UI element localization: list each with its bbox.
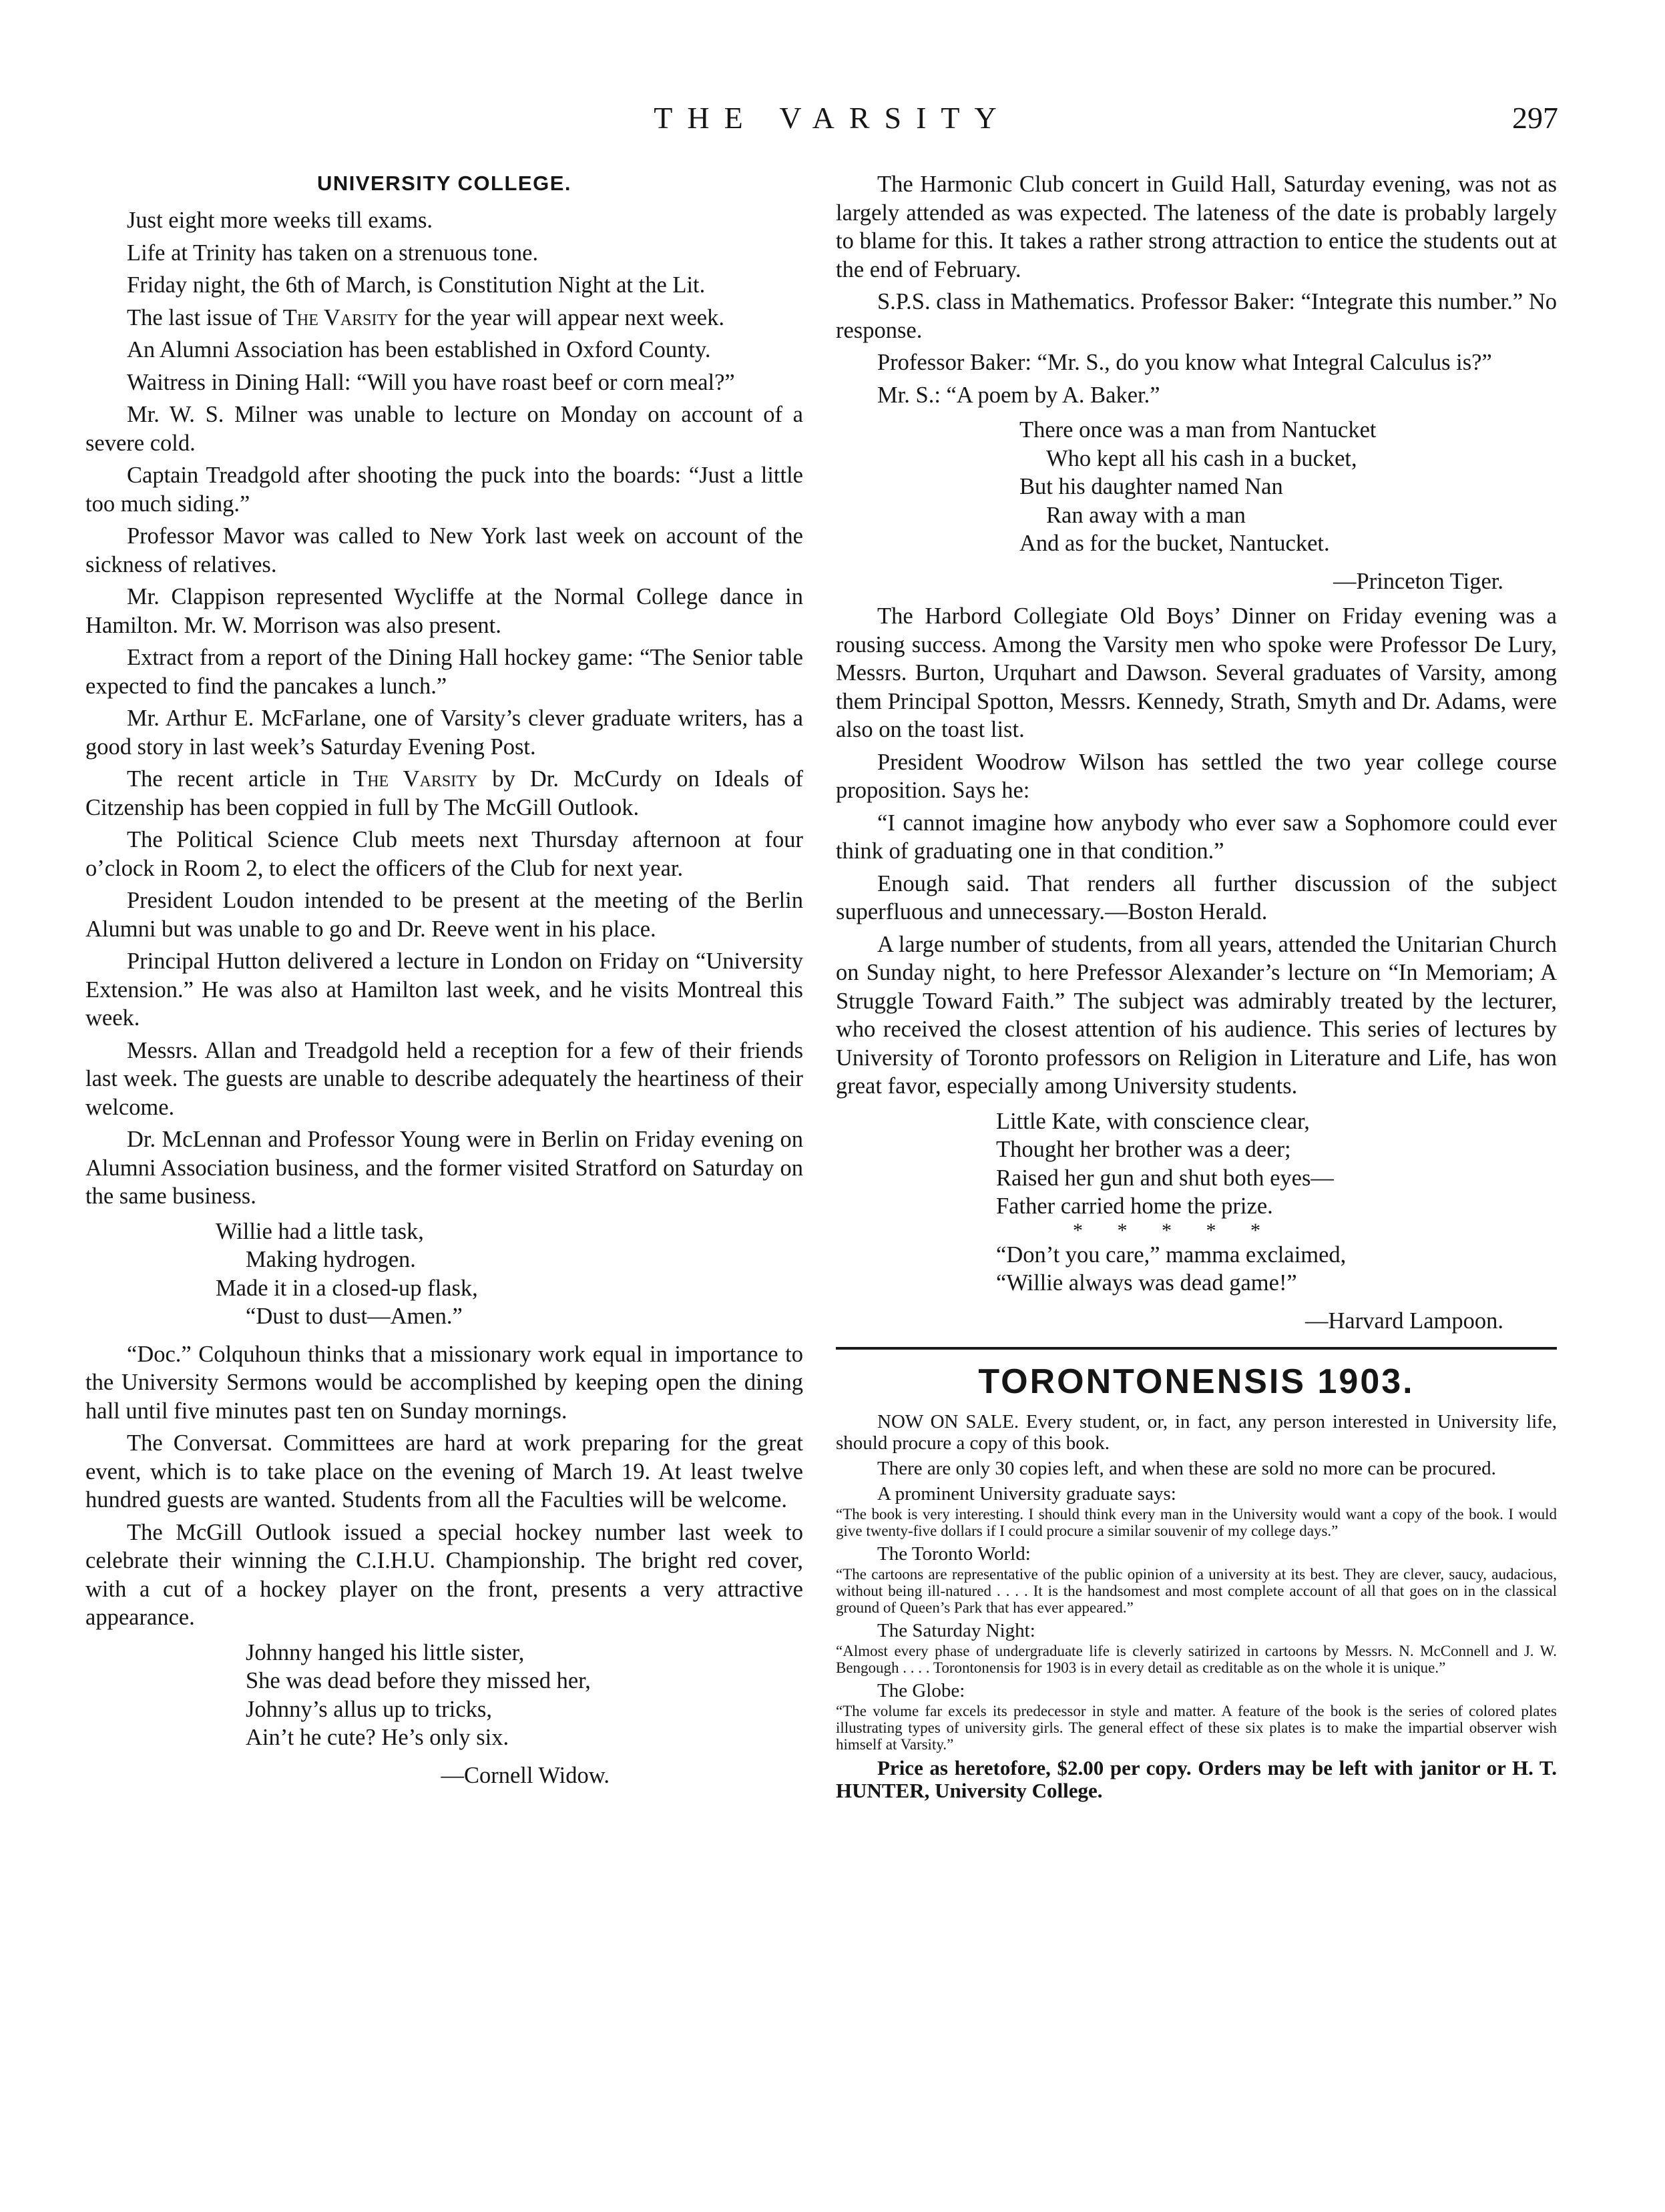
page-header xyxy=(0,100,1665,140)
testimonial-source: The Toronto World: xyxy=(877,1543,1031,1565)
testimonial-quote: “The cartoons are representative of the public opinion of a university at its best. They are clever, saucy, audacious, without being ill-natured . . . . It is the handsomest and most complete account of all that goes on in the classical ground of Queen’s Park that has ever appeared.” xyxy=(836,1566,1557,1616)
news-item: President Woodrow Wilson has settled the two year college course proposition. Says he: xyxy=(836,749,1557,803)
left-column xyxy=(85,170,803,1796)
news-item: Life at Trinity has taken on a strenuous tone. xyxy=(127,240,539,266)
testimonial-quote: “The book is very interesting. I should think every man in the University would want a copy of the book. I would give twenty-five dollars if I could procure a similar souvenir of my college days.” xyxy=(836,1506,1557,1539)
poem-line: Who kept all his cash in a bucket, xyxy=(1046,445,1357,471)
page-number: 297 xyxy=(1512,101,1558,135)
news-item: Mr. Clappison represented Wycliffe at the Normal College dance in Hamilton. Mr. W. Morrison was also present. xyxy=(85,584,803,638)
ad-copies: There are only 30 copies left, and when these are sold no more can be procured. xyxy=(877,1458,1496,1479)
ad-intro: NOW ON SALE. Every student, or, in fact, any person interested in University life, should procure a copy of this book. xyxy=(836,1411,1557,1454)
attribution: —Princeton Tiger. xyxy=(1333,568,1503,594)
poem-johnny xyxy=(85,1639,803,1752)
news-item: The Political Science Club meets next Thursday afternoon at four o’clock in Room 2, to elect the officers of the Club for next year. xyxy=(85,827,803,881)
news-item: S.P.S. class in Mathematics. Professor Baker: “Integrate this number.” No response. xyxy=(836,289,1557,343)
right-column xyxy=(836,170,1557,1806)
poem-kate xyxy=(836,1107,1557,1298)
poem-line: Johnny’s allus up to tricks, xyxy=(246,1696,492,1722)
testimonial-source: The Saturday Night: xyxy=(877,1620,1035,1641)
poem-line: Johnny hanged his little sister, xyxy=(246,1639,525,1665)
testimonial-quote: “Almost every phase of undergraduate life is cleverly satirized in cartoons by Messrs. N. McConnell and J. W. Bengough . . . . Torontonensis for 1903 is in every detail as creditable as on the whole it is unique.” xyxy=(836,1643,1557,1676)
news-item: The Conversat. Committees are hard at work preparing for the great event, which is to take place on the evening of March 19. At least twelve hundred guests are wanted. Students from all the Faculties will be welcome. xyxy=(85,1430,803,1512)
publication-name: The Varsity xyxy=(282,304,399,330)
news-item: A large number of students, from all years, attended the Unitarian Church on Sunday night, to here Prefessor Alexander’s lecture on “In Memoriam; A Struggle Toward Faith.” The subject was admirably treated by the lecturer, who received the closest attention of his audience. This series of lectures by University of Toronto professors on Religion in Literature and Life, has won great favor, especially among University students. xyxy=(836,931,1557,1099)
running-head: THE VARSITY xyxy=(654,101,1011,135)
poem-line: “Don’t you care,” mamma exclaimed, xyxy=(996,1241,1347,1268)
poem-line: “Dust to dust—Amen.” xyxy=(246,1304,463,1329)
news-item: The Harmonic Club concert in Guild Hall, Saturday evening, was not as largely attended as was expected. The lateness of the date is probably largely to blame for this. It takes a rather strong attraction to entice the students out at the end of February. xyxy=(836,172,1557,282)
news-item: Waitress in Dining Hall: “Will you have roast beef or corn meal?” xyxy=(127,369,735,395)
news-item: Professor Baker: “Mr. S., do you know what Integral Calculus is?” xyxy=(877,350,1492,375)
ad-price: Price as heretofore, $2.00 per copy. Orders may be left with janitor or H. T. HUNTER, University College. xyxy=(836,1756,1557,1802)
poem-line: Ain’t he cute? He’s only six. xyxy=(246,1725,509,1750)
news-item: Mr. S.: “A poem by A. Baker.” xyxy=(877,382,1160,408)
poem-line: But his daughter named Nan xyxy=(1019,474,1283,499)
news-item: The recent article in The Varsity by Dr. McCurdy on Ideals of Citzenship has been coppied in full by The McGill Outlook. xyxy=(85,766,804,820)
poem-line: Father carried home the prize. xyxy=(996,1193,1273,1219)
news-item: Just eight more weeks till exams. xyxy=(127,208,433,233)
poem-line: Making hydrogen. xyxy=(246,1247,416,1272)
news-item: Mr. W. S. Milner was unable to lecture on Monday on account of a severe cold. xyxy=(85,402,803,456)
poem-willie xyxy=(85,1217,803,1331)
poem-line: Thought her brother was a deer; xyxy=(996,1137,1291,1162)
poem-line: Ran away with a man xyxy=(1046,502,1246,528)
divider-rule xyxy=(836,1347,1557,1350)
testimonial-source: The Globe: xyxy=(877,1680,965,1701)
poem-nantucket xyxy=(836,416,1557,558)
ad-title: TORONTONENSIS 1903. xyxy=(978,1362,1415,1401)
news-item: President Loudon intended to be present at the meeting of the Berlin Alumni but was unable to go and Dr. Reeve went in his place. xyxy=(85,888,803,942)
poem-line: Willie had a little task, xyxy=(216,1218,424,1244)
news-item: Principal Hutton delivered a lecture in London on Friday on “University Extension.” He was also at Hamilton last week, and he visits Montreal this week. xyxy=(85,948,803,1031)
news-item: The McGill Outlook issued a special hockey number last week to celebrate their winning the C.I.H.U. Championship. The bright red cover, with a cut of a hockey player on the front, presents a very attractive appearance. xyxy=(85,1519,803,1630)
stars-divider: * * * * * xyxy=(1073,1219,1275,1241)
poem-line: Raised her gun and shut both eyes— xyxy=(996,1165,1334,1191)
news-item: The last issue of The Varsity for the year will appear next week. xyxy=(127,304,724,330)
news-item: Captain Treadgold after shooting the puck into the boards: “Just a little too much siding.” xyxy=(85,463,803,517)
news-item: Enough said. That renders all further discussion of the subject superfluous and unnecessary.—Boston Herald. xyxy=(836,870,1557,924)
attribution: —Harvard Lampoon. xyxy=(1305,1308,1503,1334)
news-item: An Alumni Association has been established in Oxford County. xyxy=(127,337,711,362)
news-item: “I cannot imagine how anybody who ever saw a Sophomore could ever think of graduating one in that condition.” xyxy=(836,810,1557,864)
publication-name: The Varsity xyxy=(353,766,478,792)
section-title: UNIVERSITY COLLEGE. xyxy=(316,172,572,195)
news-item: Professor Mavor was called to New York last week on account of the sickness of relatives. xyxy=(85,523,803,577)
attribution: —Cornell Widow. xyxy=(441,1762,610,1788)
poem-line: Made it in a closed-up flask, xyxy=(216,1275,478,1301)
poem-line: There once was a man from Nantucket xyxy=(1019,417,1377,443)
poem-line: And as for the bucket, Nantucket. xyxy=(1019,531,1330,556)
poem-line: “Willie always was dead game!” xyxy=(996,1270,1297,1296)
news-item: “Doc.” Colquhoun thinks that a missionary work equal in importance to the University Sermons would be accomplished by keeping open the dining hall until five minutes past ten on Sunday mornings. xyxy=(85,1341,803,1424)
news-item: Friday night, the 6th of March, is Constitution Night at the Lit. xyxy=(127,272,706,298)
poem-line: Little Kate, with conscience clear, xyxy=(996,1108,1310,1134)
news-item: Messrs. Allan and Treadgold held a reception for a few of their friends last week. The guests are unable to describe adequately the heartiness of their welcome. xyxy=(85,1037,803,1120)
poem-line: She was dead before they missed her, xyxy=(246,1668,591,1693)
news-item: Extract from a report of the Dining Hall hockey game: “The Senior table expected to find the pancakes a lunch.” xyxy=(85,645,803,699)
news-item: Dr. McLennan and Professor Young were in Berlin on Friday evening on Alumni Association business, and the former visited Stratford on Saturday on the same business. xyxy=(85,1127,803,1209)
testimonial-quote: “The volume far excels its predecessor in style and matter. A feature of the book is the series of colored plates illustrating types of university girls. The general effect of these six plates is to make the impartial observer wish himself at Varsity.” xyxy=(836,1703,1557,1753)
advertisement xyxy=(836,1360,1557,1802)
testimonial-source: A prominent University graduate says: xyxy=(877,1483,1176,1504)
news-item: The Harbord Collegiate Old Boys’ Dinner on Friday evening was a rousing success. Among the Varsity men who spoke were Professor De Lury, Messrs. Burton, Urquhart and Dawson. Several graduates of Varsity, among them Principal Spotton, Messrs. Kennedy, Strath, Smyth and Dr. Adams, were also on the toast list. xyxy=(836,603,1557,742)
news-item: Mr. Arthur E. McFarlane, one of Varsity’s clever graduate writers, has a good story in last week’s Saturday Evening Post. xyxy=(85,706,803,760)
